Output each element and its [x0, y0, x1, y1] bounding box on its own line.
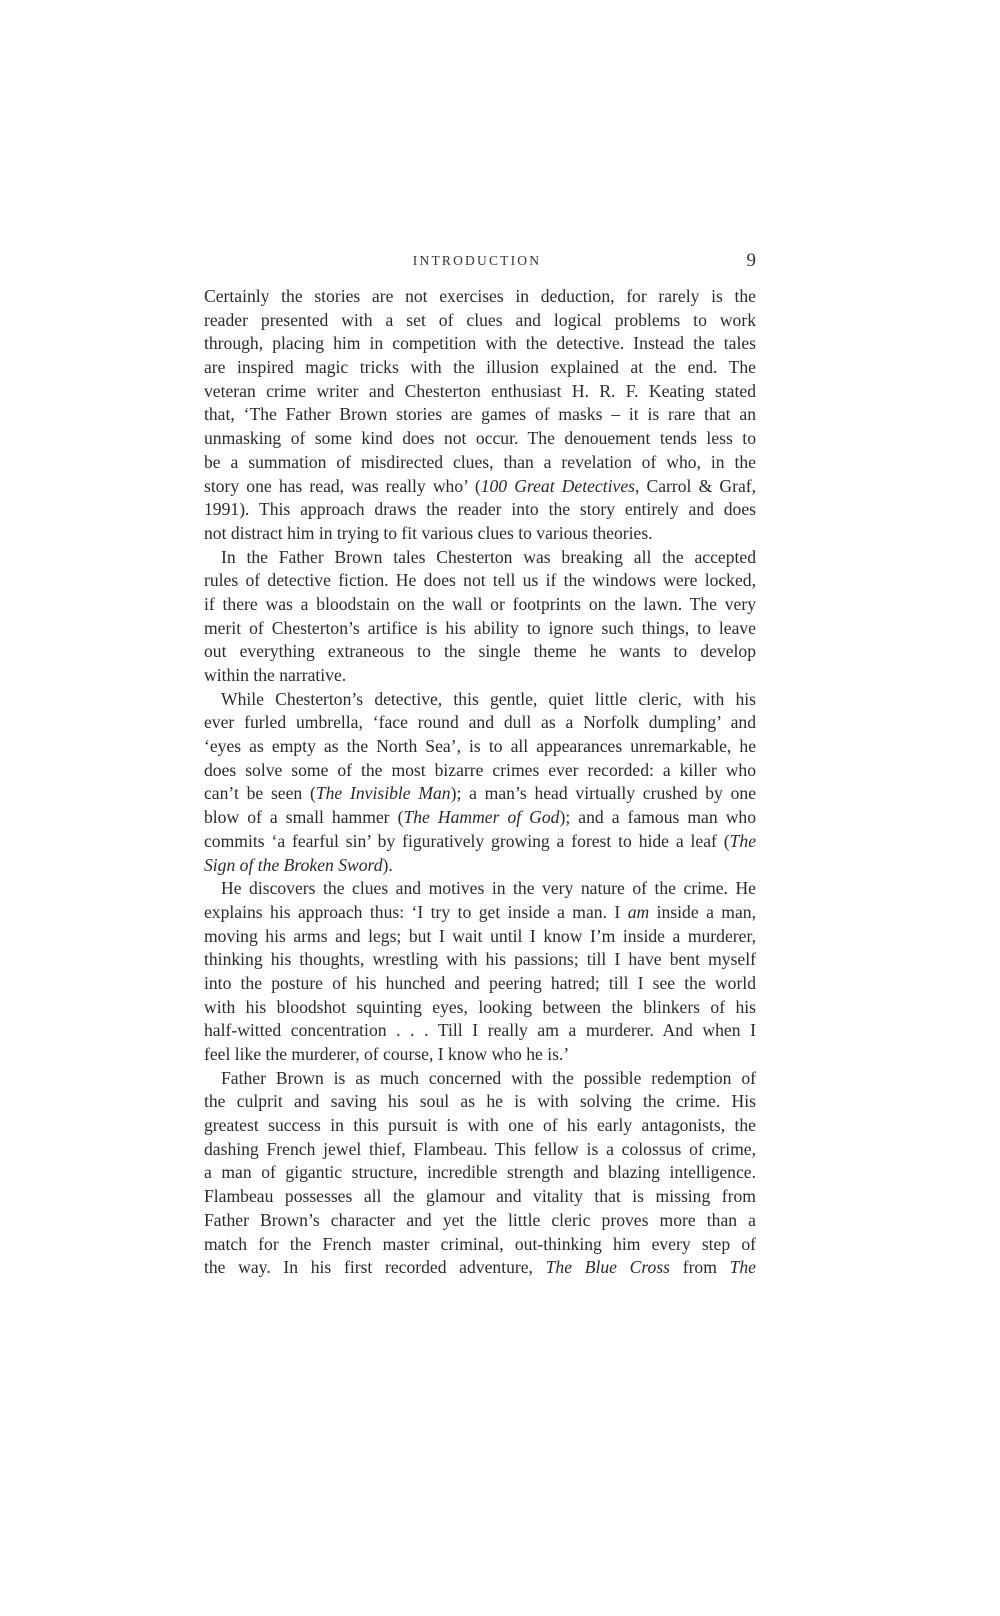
running-head	[187, 250, 756, 272]
text-line	[187, 1185, 756, 1209]
text-line	[187, 1067, 756, 1091]
text-line	[187, 664, 756, 688]
text-segment: rules of detective fiction. He does not tell us if the windows were locked,	[204, 570, 756, 591]
text-line	[187, 451, 756, 475]
text-segment: inside a man,	[649, 901, 756, 922]
text-segment: a man of gigantic structure, incredible strength and blazing intelligence.	[204, 1162, 756, 1183]
italic-title: The	[729, 1257, 756, 1278]
text-segment: blow of a small hammer (	[204, 807, 404, 828]
text-segment: within the narrative.	[204, 665, 347, 685]
text-segment: Flambeau possesses all the glamour and vitality that is missing from	[204, 1186, 756, 1207]
text-segment: into the posture of his hunched and peering hatred; till I see the world	[204, 972, 756, 993]
text-segment: thinking his thoughts, wrestling with his passions; till I have bent myself	[204, 949, 756, 970]
running-title: INTRODUCTION	[412, 253, 542, 268]
text-line	[187, 711, 756, 735]
page-number: 9	[746, 250, 756, 271]
text-line	[187, 617, 756, 641]
text-line	[187, 569, 756, 593]
text-segment: through, placing him in competition with the detective. Instead the tales	[204, 333, 756, 354]
text-line	[187, 1233, 756, 1257]
text-line	[187, 309, 756, 333]
body-text	[187, 285, 756, 1280]
text-segment: ); and a famous man who	[559, 807, 756, 828]
text-segment: moving his arms and legs; but I wait until I know I’m inside a murderer,	[204, 925, 756, 946]
text-line	[187, 948, 756, 972]
text-segment: not distract him in trying to fit various clues to various theories.	[204, 522, 653, 543]
text-line	[187, 735, 756, 759]
text-line	[187, 640, 756, 664]
text-segment: greatest success in this pursuit is with one of his early antagonists, the	[204, 1115, 756, 1136]
text-line	[187, 546, 756, 570]
text-line	[187, 522, 756, 546]
text-segment: if there was a bloodstain on the wall or footprints on the lawn. The very	[204, 593, 756, 614]
text-line	[187, 427, 756, 451]
text-segment: unmasking of some kind does not occur. The denouement tends less to	[204, 428, 756, 449]
paragraph	[187, 877, 756, 1067]
paragraph	[187, 1067, 756, 1280]
text-line	[187, 1256, 756, 1280]
text-segment: match for the French master criminal, out-thinking him every step of	[204, 1233, 756, 1254]
italic-title: The	[729, 830, 756, 851]
italic-title: The Invisible Man	[315, 783, 451, 804]
text-segment: While Chesterton’s detective, this gentle, quiet little cleric, with his	[221, 688, 756, 709]
text-segment: can’t be seen (	[204, 783, 316, 804]
text-line	[187, 380, 756, 404]
paragraph	[187, 546, 756, 688]
text-segment: ‘eyes as empty as the North Sea’, is to all appearances unremarkable, he	[204, 736, 756, 757]
text-line	[187, 1019, 756, 1043]
text-segment: He discovers the clues and motives in the very nature of the crime. He	[221, 878, 756, 899]
text-line	[187, 1114, 756, 1138]
text-segment: half-witted concentration . . . Till I really am a murderer. And when I	[204, 1020, 756, 1041]
text-line	[187, 1161, 756, 1185]
text-line	[187, 498, 756, 522]
text-segment: merit of Chesterton’s artifice is his ability to ignore such things, to leave	[204, 617, 756, 638]
text-segment: Certainly the stories are not exercises in deduction, for rarely is the	[204, 286, 756, 306]
text-segment: story one has read, was really who’ (	[204, 475, 481, 496]
text-line	[187, 877, 756, 901]
italic-title: 100 Great Detectives	[480, 475, 635, 496]
text-line	[187, 830, 756, 854]
text-segment: the culprit and saving his soul as he is with solving the crime. His	[204, 1091, 756, 1112]
text-segment: , Carrol & Graf,	[634, 475, 757, 496]
text-line	[187, 1090, 756, 1114]
text-segment: are inspired magic tricks with the illusion explained at the end. The	[204, 357, 756, 378]
text-line	[187, 996, 756, 1020]
text-segment: reader presented with a set of clues and logical problems to work	[204, 309, 756, 330]
text-segment: Father Brown’s character and yet the little cleric proves more than a	[204, 1209, 756, 1230]
text-line	[187, 759, 756, 783]
text-segment: be a summation of misdirected clues, than a revelation of who, in the	[204, 451, 756, 472]
text-line	[187, 806, 756, 830]
text-segment: veteran crime writer and Chesterton enthusiast H. R. F. Keating stated	[204, 380, 756, 401]
text-segment: commits ‘a fearful sin’ by figuratively growing a forest to hide a leaf (	[204, 830, 730, 851]
text-segment: that, ‘The Father Brown stories are games of masks – it is rare that an	[204, 404, 756, 425]
text-line	[187, 972, 756, 996]
text-line	[187, 1209, 756, 1233]
italic-title: Sign of the Broken Sword	[204, 854, 383, 875]
text-segment: out everything extraneous to the single theme he wants to develop	[204, 641, 756, 662]
text-segment: does solve some of the most bizarre crimes ever recorded: a killer who	[204, 759, 756, 780]
text-line	[187, 356, 756, 380]
text-segment: from	[670, 1257, 730, 1278]
text-line	[187, 403, 756, 427]
text-segment: ever furled umbrella, ‘face round and dull as a Norfolk dumpling’ and	[204, 712, 756, 733]
text-segment: dashing French jewel thief, Flambeau. This fellow is a colossus of crime,	[204, 1138, 756, 1159]
text-segment: Father Brown is as much concerned with the possible redemption of	[221, 1067, 756, 1088]
text-line	[187, 901, 756, 925]
text-line	[187, 1138, 756, 1162]
text-line	[187, 782, 756, 806]
text-line	[187, 475, 756, 499]
text-line	[187, 332, 756, 356]
text-segment: feel like the murderer, of course, I know who he is.’	[204, 1044, 570, 1064]
text-segment: ).	[382, 854, 393, 875]
text-line	[187, 285, 756, 309]
italic-title: The Hammer of God	[403, 807, 560, 828]
text-segment: 1991). This approach draws the reader into the story entirely and does	[204, 499, 756, 520]
text-line	[187, 593, 756, 617]
text-line	[187, 688, 756, 712]
text-segment: with his bloodshot squinting eyes, looking between the blinkers of his	[204, 996, 756, 1017]
text-line	[187, 925, 756, 949]
text-segment: explains his approach thus: ‘I try to get inside a man. I	[204, 901, 628, 922]
text-segment: the way. In his first recorded adventure,	[204, 1257, 546, 1278]
text-line	[187, 1043, 756, 1067]
italic-title: The Blue Cross	[545, 1257, 671, 1278]
text-segment: In the Father Brown tales Chesterton was breaking all the accepted	[221, 546, 756, 567]
text-line	[187, 854, 756, 878]
italic-title: am	[627, 901, 650, 922]
text-segment: ); a man’s head virtually crushed by one	[450, 783, 757, 804]
paragraph	[187, 285, 756, 546]
paragraph	[187, 688, 756, 878]
